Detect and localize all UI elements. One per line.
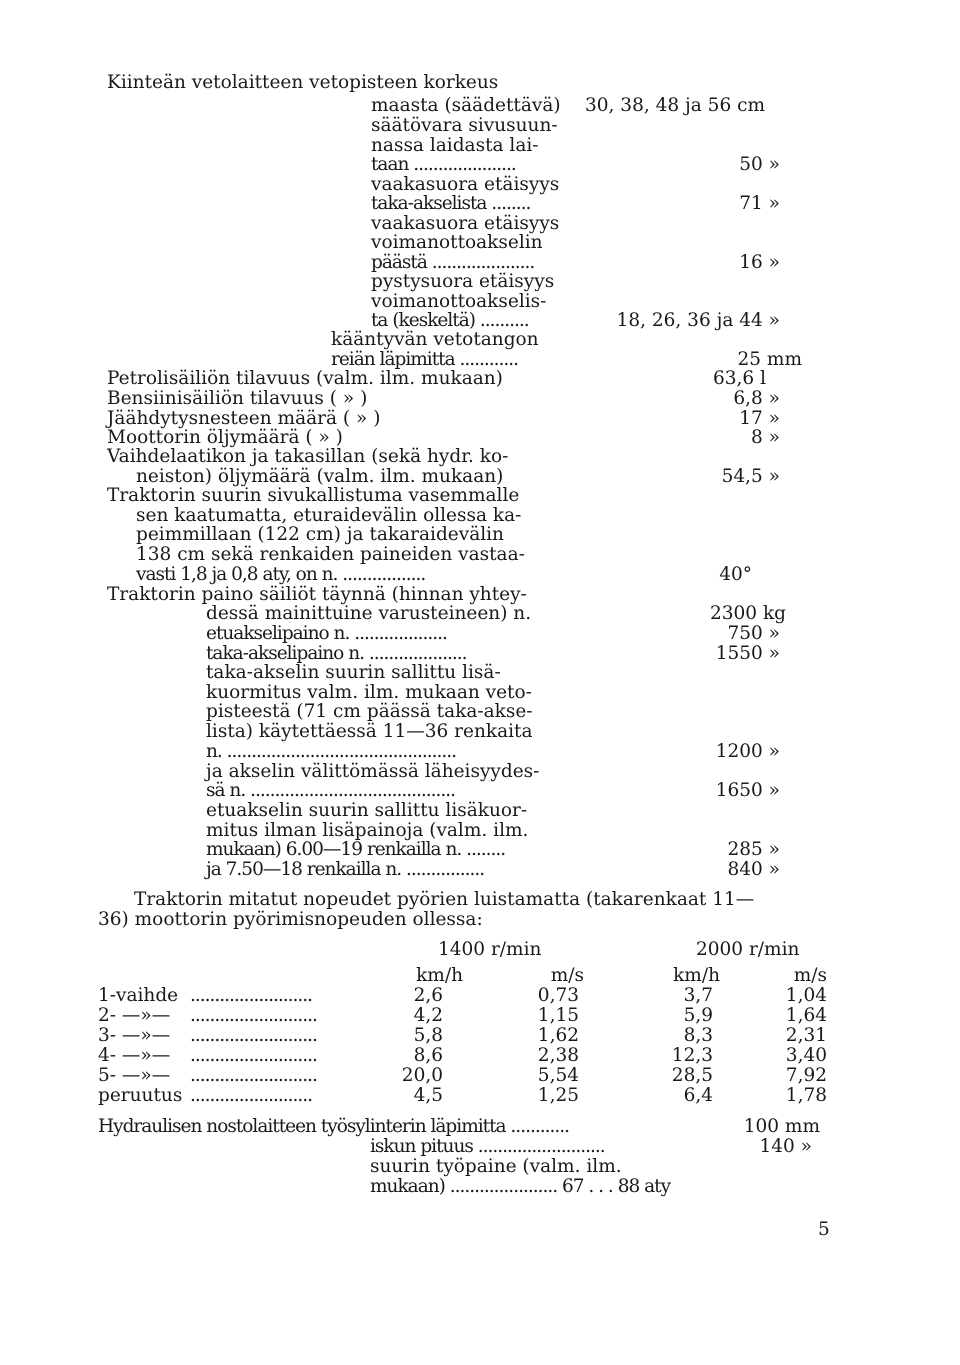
spec-line: vaakasuora etäisyys: [371, 174, 560, 195]
unit-header: km/h: [416, 965, 463, 986]
spec-line: Traktorin suurin sivukallistuma vasemmalle: [107, 485, 520, 506]
spec-value: 8 »: [751, 427, 780, 448]
table-cell: 1,25: [537, 1085, 579, 1106]
hydraulic-line: Hydraulisen nostolaitteen työsylinterin läpimitta ............: [98, 1116, 569, 1137]
rpm-header-2000: 2000 r/min: [696, 939, 800, 960]
spec-line: taka-akselipaino n. ....................: [206, 643, 467, 664]
spec-line: mitus ilman lisäpainoja (valm. ilm.: [206, 820, 529, 841]
gear-label: 4- —»—: [98, 1045, 171, 1066]
table-cell: 4,5: [413, 1085, 443, 1106]
table-cell: 2,6: [413, 985, 443, 1006]
spec-line: voimanottoakselis-: [371, 291, 547, 312]
spec-line: voimanottoakselin: [371, 232, 543, 253]
unit-header: km/h: [673, 965, 720, 986]
spec-line: kääntyvän vetotangon: [331, 329, 539, 350]
spec-line: Moottorin öljymäärä ( » ): [107, 427, 343, 448]
spec-line: Vaihdelaatikon ja takasillan (sekä hydr. ko-: [107, 446, 509, 467]
spec-value: 840 »: [727, 859, 780, 880]
page-number: 5: [818, 1219, 830, 1240]
spec-line: n. ...............................................: [206, 741, 457, 762]
spec-value: 71 »: [739, 193, 780, 214]
spec-line: taka-akselin suurin sallittu lisä-: [206, 662, 501, 683]
table-cell: 8,6: [413, 1045, 443, 1066]
spec-line: ta (keskeltä) ..........: [371, 310, 529, 331]
spec-line: lista) käytettäessä 11—36 renkaita: [206, 721, 533, 742]
spec-line: sen kaatumatta, eturaidevälin ollessa ka-: [136, 505, 522, 526]
spec-line: taan .....................: [371, 154, 516, 175]
rpm-header-1400: 1400 r/min: [438, 939, 542, 960]
spec-line: etuakselin suurin sallittu lisäkuor-: [206, 800, 528, 821]
table-cell: 7,92: [785, 1065, 827, 1086]
spec-value: 2300 kg: [709, 603, 786, 624]
hydraulic-line: mukaan) ...................... 67 . . . 88 aty: [370, 1176, 671, 1197]
spec-value: 25 mm: [737, 349, 802, 370]
spec-line: nassa laidasta lai-: [371, 135, 539, 156]
hydraulic-line: iskun pituus ..........................: [370, 1136, 605, 1157]
spec-line: pystysuora etäisyys: [371, 271, 555, 292]
speed-intro-line: Traktorin mitatut nopeudet pyörien luistamatta (takarenkaat 11—: [134, 889, 755, 910]
dot-leader: .........................: [190, 1085, 313, 1106]
spec-value: 30, 38, 48 ja 56 cm: [585, 95, 765, 116]
spec-line: Bensiinisäiliön tilavuus ( » ): [107, 388, 368, 409]
spec-value: 1650 »: [715, 780, 780, 801]
spec-value: 6,8 »: [733, 388, 780, 409]
hydraulic-value: 100 mm: [743, 1116, 820, 1137]
unit-header: m/s: [793, 965, 827, 986]
spec-line: Traktorin paino säiliöt täynnä (hinnan yhtey-: [107, 584, 527, 605]
hydraulic-line: suurin työpaine (valm. ilm.: [370, 1156, 622, 1177]
gear-label: 1-vaihde: [98, 985, 179, 1006]
table-cell: 3,7: [683, 985, 713, 1006]
spec-line: Jäähdytysnesteen määrä ( » ): [107, 408, 381, 429]
spec-line: mukaan) 6.00—19 renkailla n. ........: [206, 839, 506, 860]
table-cell: 1,15: [537, 1005, 579, 1026]
dot-leader: ..........................: [190, 1025, 317, 1046]
spec-line: vasti 1,8 ja 0,8 aty, on n. .................: [136, 564, 426, 585]
spec-line: taka-akselista ........: [371, 193, 531, 214]
table-cell: 2,38: [537, 1045, 579, 1066]
spec-value: 40°: [719, 564, 752, 585]
unit-header: m/s: [550, 965, 584, 986]
gear-label: 2- —»—: [98, 1005, 171, 1026]
spec-line: maasta (säädettävä): [371, 95, 561, 116]
speed-intro-line: 36) moottorin pyörimisnopeuden ollessa:: [98, 909, 483, 930]
table-cell: 12,3: [671, 1045, 713, 1066]
table-cell: 8,3: [683, 1025, 713, 1046]
spec-line: peimmillaan (122 cm) ja takaraidevälin: [136, 524, 504, 545]
dot-leader: .........................: [190, 985, 313, 1006]
spec-line: 138 cm sekä renkaiden paineiden vastaa-: [136, 544, 525, 565]
table-cell: 1,62: [537, 1025, 579, 1046]
dot-leader: ..........................: [190, 1005, 317, 1026]
spec-line: Kiinteän vetolaitteen vetopisteen korkeus: [107, 72, 499, 93]
spec-value: 54,5 »: [721, 466, 780, 487]
spec-line: dessä mainittuine varusteineen) n.: [206, 603, 532, 624]
spec-line: kuormitus valm. ilm. mukaan veto-: [206, 682, 532, 703]
table-cell: 5,8: [413, 1025, 443, 1046]
table-cell: 1,78: [785, 1085, 827, 1106]
table-cell: 0,73: [537, 985, 579, 1006]
table-cell: 1,64: [785, 1005, 827, 1026]
spec-value: 1200 »: [715, 741, 780, 762]
gear-label: 5- —»—: [98, 1065, 171, 1086]
table-cell: 4,2: [413, 1005, 443, 1026]
spec-line: Petrolisäiliön tilavuus (valm. ilm. mukaan): [107, 368, 503, 389]
spec-value: 18, 26, 36 ja 44 »: [616, 310, 780, 331]
table-cell: 5,54: [537, 1065, 579, 1086]
gear-label: peruutus: [98, 1085, 183, 1106]
table-cell: 3,40: [785, 1045, 827, 1066]
table-cell: 28,5: [671, 1065, 713, 1086]
spec-line: vaakasuora etäisyys: [371, 213, 560, 234]
spec-value: 16 »: [739, 252, 780, 273]
gear-label: 3- —»—: [98, 1025, 171, 1046]
table-cell: 20,0: [401, 1065, 443, 1086]
spec-line: päästä .....................: [371, 252, 535, 273]
spec-line: säätövara sivusuun-: [371, 115, 558, 136]
spec-line: reiän läpimitta ............: [331, 349, 519, 370]
dot-leader: ..........................: [190, 1065, 317, 1086]
dot-leader: ..........................: [190, 1045, 317, 1066]
table-cell: 2,31: [785, 1025, 827, 1046]
spec-line: ja akselin välittömässä läheisyydes-: [206, 761, 540, 782]
spec-line: etuakselipaino n. ...................: [206, 623, 447, 644]
spec-value: 285 »: [727, 839, 780, 860]
spec-value: 50 »: [739, 154, 780, 175]
spec-value: 1550 »: [715, 643, 780, 664]
table-cell: 5,9: [683, 1005, 713, 1026]
table-cell: 6,4: [683, 1085, 713, 1106]
spec-value: 63,6 l: [713, 368, 766, 389]
table-cell: 1,04: [785, 985, 827, 1006]
spec-line: pisteestä (71 cm päässä taka-akse-: [206, 701, 533, 722]
spec-line: neiston) öljymäärä (valm. ilm. mukaan): [136, 466, 504, 487]
spec-value: 17 »: [739, 408, 780, 429]
spec-line: sä n. ..........................................: [206, 780, 456, 801]
spec-line: ja 7.50—18 renkailla n. ................: [206, 859, 485, 880]
hydraulic-value: 140 »: [759, 1136, 812, 1157]
spec-value: 750 »: [727, 623, 780, 644]
